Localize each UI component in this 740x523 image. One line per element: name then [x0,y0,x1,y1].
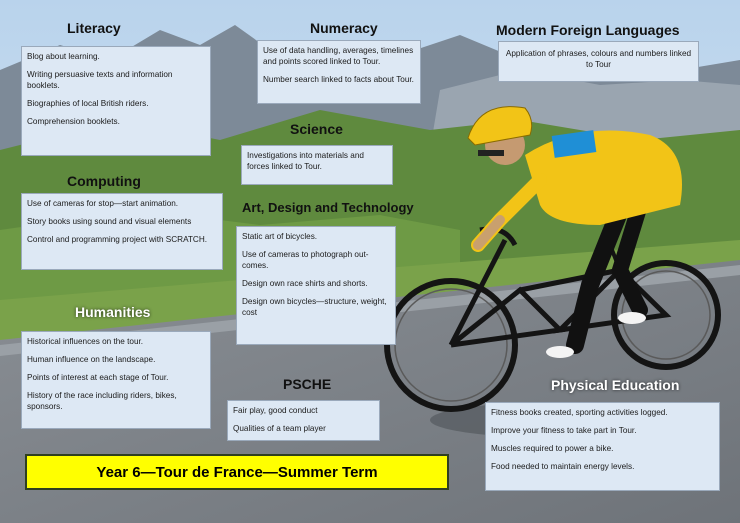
pe-box [485,402,720,491]
science-box [241,145,393,185]
humanities-item: History of the race including riders, bikes, sponsors. [27,391,177,411]
literacy-box [21,46,211,156]
humanities-heading: Humanities [75,304,151,320]
humanities-item: Human influence on the landscape. [27,355,156,364]
computing-item: Story books using sound and visual elements [27,217,192,226]
mfl-heading: Modern Foreign Languages [496,22,680,38]
adt-heading: Art, Design and Technology [242,200,414,215]
science-item: Investigations into materials and forces linked to Tour. [247,151,364,171]
literacy-item: Writing persuasive texts and information booklets. [27,70,173,90]
psche-item: Fair play, good conduct [233,406,318,415]
numeracy-item: Use of data handling, averages, timelines and points scored linked to Tour. [263,46,414,66]
mfl-box [498,41,699,82]
numeracy-item: Number search linked to facts about Tour. [263,75,414,84]
adt-item: Use of cameras to photograph out-comes. [242,250,369,270]
pe-item: Muscles required to power a bike. [491,444,614,453]
psche-heading: PSCHE [283,376,332,392]
humanities-item: Historical influences on the tour. [27,337,144,346]
pe-item: Food needed to maintain energy levels. [491,462,635,471]
humanities-item: Points of interest at each stage of Tour. [27,373,169,382]
humanities-box [21,331,211,429]
psche-item: Qualities of a team player [233,424,326,433]
computing-item: Use of cameras for stop—start animation. [27,199,179,208]
numeracy-box [257,40,421,104]
numeracy-heading: Numeracy [310,20,378,36]
adt-item: Design own race shirts and shorts. [242,279,368,288]
pe-item: Improve your fitness to take part in Tour. [491,426,637,435]
computing-heading: Computing [67,173,141,189]
title-banner: Year 6—Tour de France—Summer Term [25,454,449,490]
mfl-item: Application of phrases, colours and numbers linked to Tour [505,49,692,69]
literacy-heading: Literacy [67,20,121,36]
science-heading: Science [290,121,343,137]
literacy-item: Comprehension booklets. [27,117,120,126]
pe-item: Fitness books created, sporting activities logged. [491,408,668,417]
adt-box [236,226,396,345]
computing-item: Control and programming project with SCRATCH. [27,235,208,244]
pe-heading: Physical Education [551,377,680,393]
adt-item: Static art of bicycles. [242,232,318,241]
adt-item: Design own bicycles—structure, weight, cost [242,297,387,317]
psche-box [227,400,380,441]
computing-box [21,193,223,270]
literacy-item: Biographies of local British riders. [27,99,149,108]
literacy-item: Blog about learning. [27,52,100,61]
